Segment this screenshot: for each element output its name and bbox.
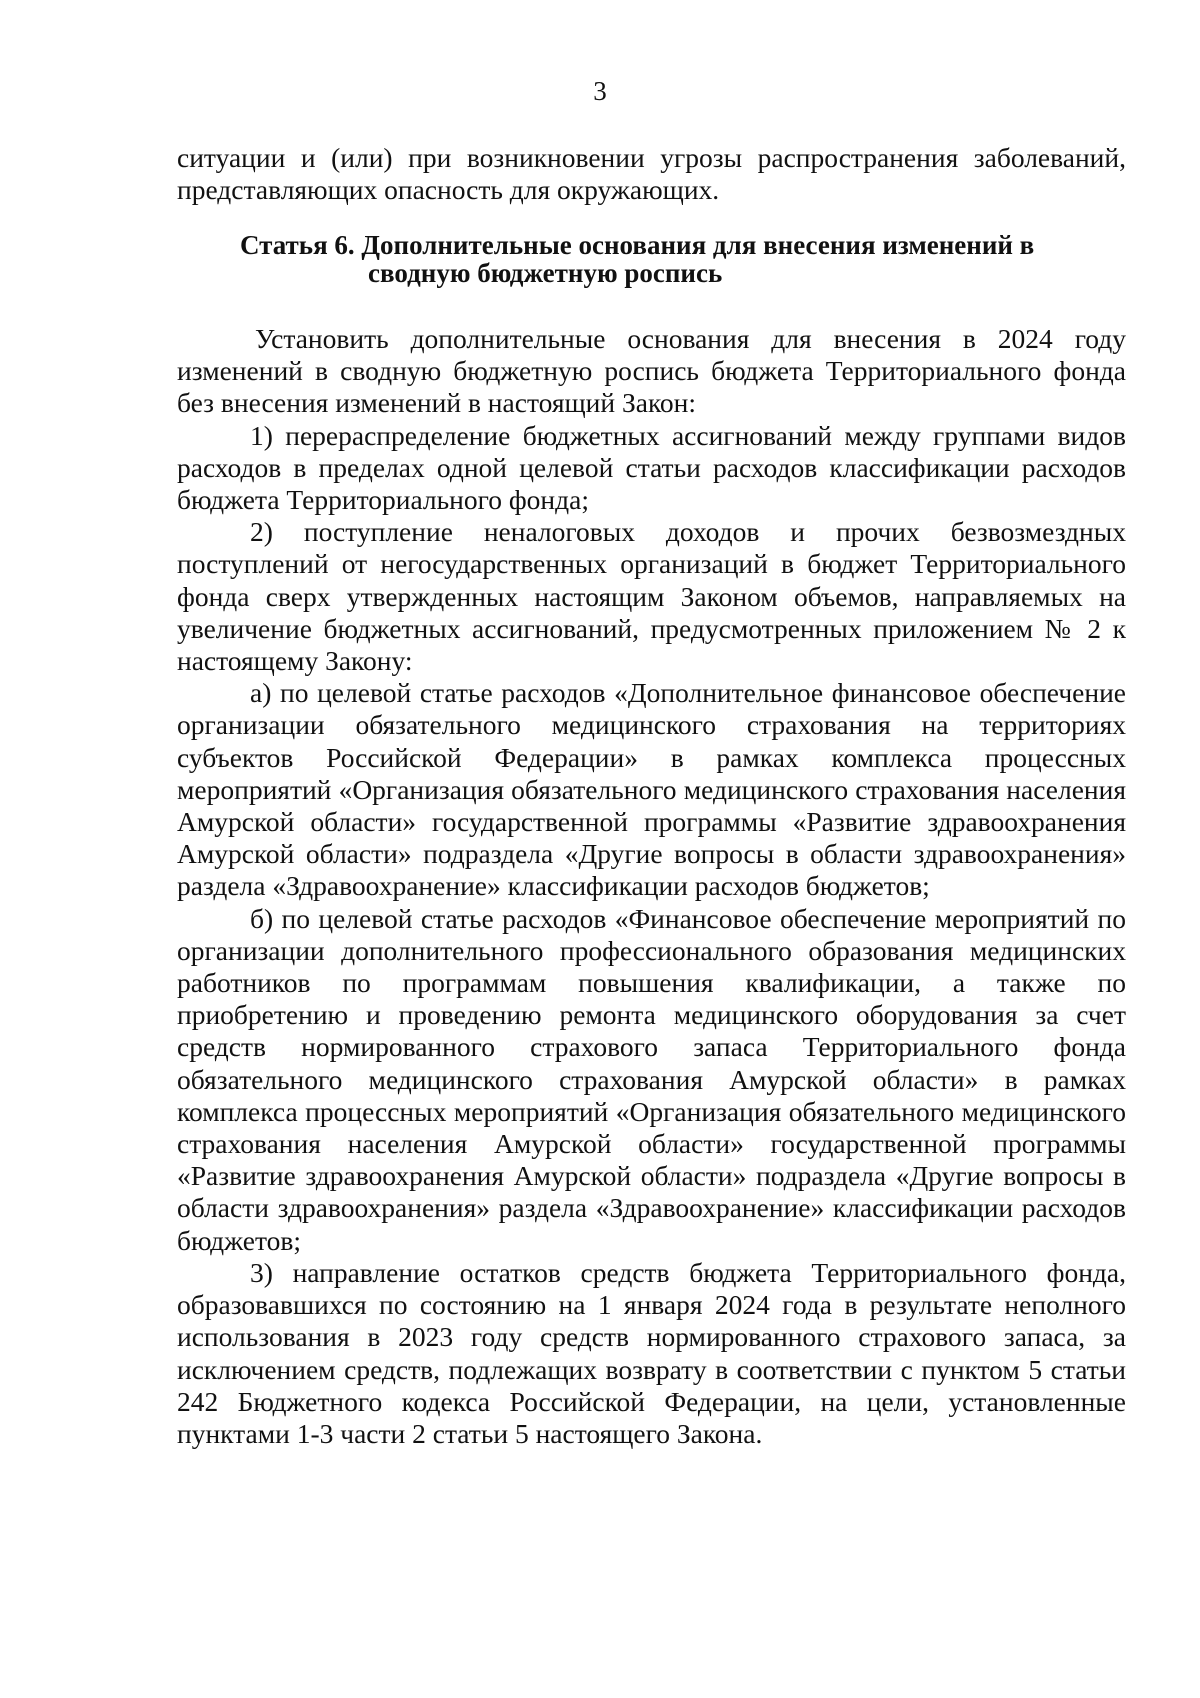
article-heading bbox=[240, 231, 1100, 287]
item-2a-paragraph: а) по целевой статье расходов «Дополнительное финансовое обеспечение организации обязательного медицинского страхования на территориях субъектов Российской Федерации» в рамках комплекса процессных мероприятий «Организация обязательного медицинского страхования населения Амурской области» государственной программы «Развитие здравоохранения Амурской области» подраздела «Другие вопросы в области здравоохранения» раздела «Здравоохранение» классификации расходов бюджетов; bbox=[177, 677, 1126, 902]
item-1-paragraph: 1) перераспределение бюджетных ассигнований между группами видов расходов в пределах одной целевой статьи расходов классификации расходов бюджета Территориального фонда; bbox=[177, 419, 1126, 516]
item-2b-paragraph: б) по целевой статье расходов «Финансовое обеспечение мероприятий по организации дополнительного профессионального образования медицинских работников по программам повышения квалификации, а также по приобретению и проведению ремонта медицинского оборудования за счет средств нормированного страхового запаса Территориального фонда обязательного медицинского страхования Амурской области» в рамках комплекса процессных мероприятий «Организация обязательного медицинского страхования населения Амурской области» государственной программы «Развитие здравоохранения Амурской области» подраздела «Другие вопросы в области здравоохранения» раздела «Здравоохранение» классификации расходов бюджетов; bbox=[177, 902, 1126, 1256]
page-number: 3 bbox=[593, 76, 607, 106]
item-3-paragraph: 3) направление остатков средств бюджета Территориального фонда, образовавшихся по состоянию на 1 января 2024 года в результате неполного использования в 2023 году средств нормированного страхового запаса, за исключением средств, подлежащих возврату в соответствии с пунктом 5 статьи 242 Бюджетного кодекса Российской Федерации, на цели, установленные пунктами 1-3 части 2 статьи 5 настоящего Закона. bbox=[177, 1256, 1126, 1449]
item-2-paragraph: 2) поступление неналоговых доходов и прочих безвозмездных поступлений от негосударственных организаций в бюджет Территориального фонда сверх утвержденных настоящим Законом объемов, направляемых на увеличение бюджетных ассигнований, предусмотренных приложением № 2 к настоящему Закону: bbox=[177, 516, 1126, 677]
intro-paragraph: Установить дополнительные основания для внесения в 2024 году изменений в сводную бюджетную роспись бюджета Территориального фонда без внесения изменений в настоящий Закон: bbox=[177, 323, 1126, 419]
article-body bbox=[177, 323, 1126, 1450]
article-heading-line-2: сводную бюджетную роспись bbox=[368, 258, 723, 288]
continuation-paragraph: ситуации и (или) при возникновении угрозы распространения заболеваний, представляющих опасность для окружающих. bbox=[177, 142, 1126, 206]
article-heading-line-1: Статья 6. Дополнительные основания для внесения изменений в bbox=[240, 230, 1035, 260]
